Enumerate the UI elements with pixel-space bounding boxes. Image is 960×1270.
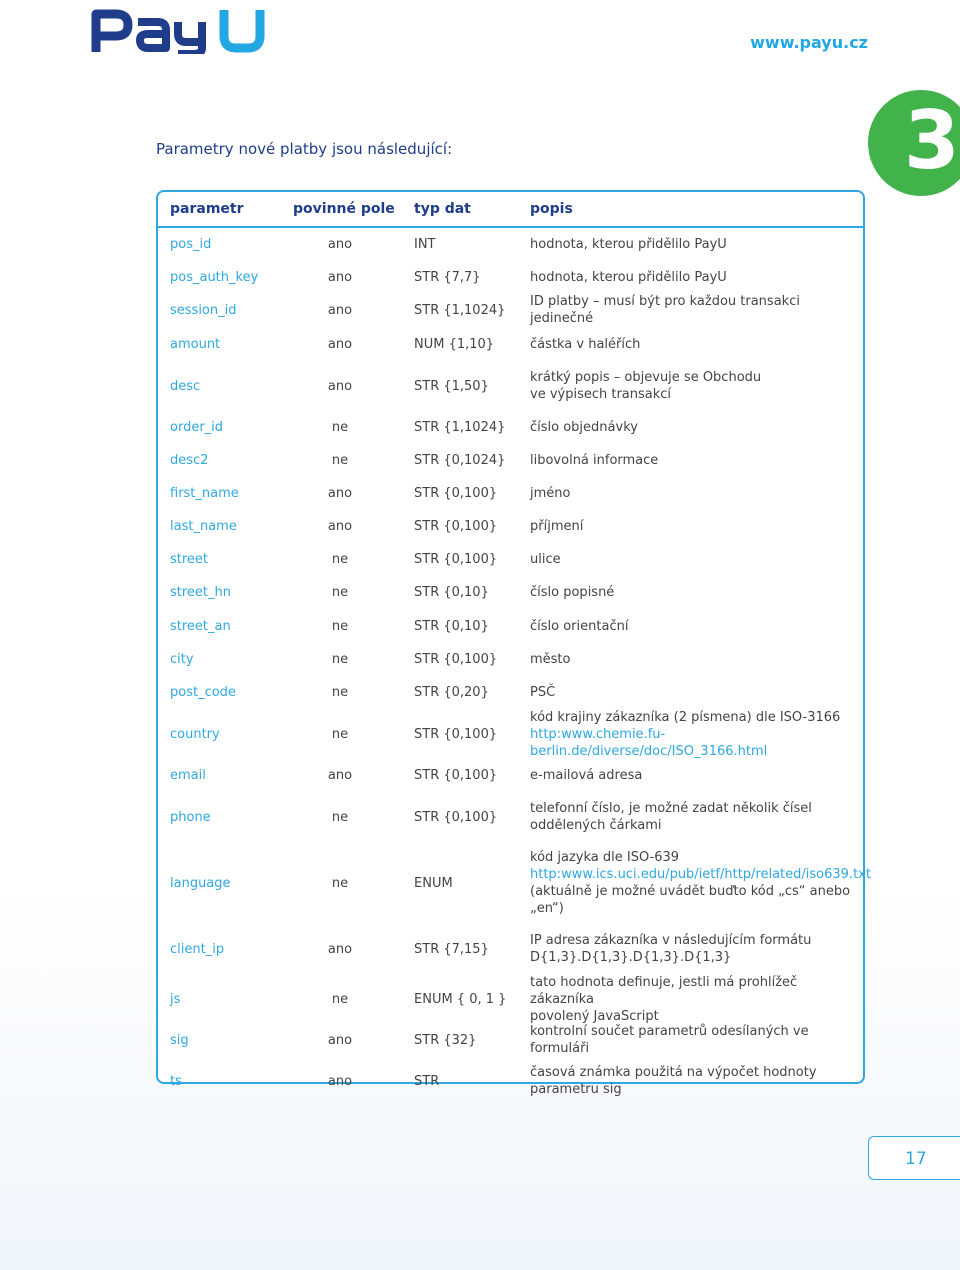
data-type: STR {7,15} [414,941,489,957]
page-number-box [868,1136,960,1180]
description [530,676,865,708]
description-line: D{1,3}.D{1,3}.D{1,3}.D{1,3} [530,950,732,965]
header-popis: popis [530,201,573,217]
data-type: STR {0,1024} [414,452,506,468]
description-line: IP adresa zákazníka v následujícím formátu [530,933,812,948]
description [530,261,865,293]
header-parametr: parametr [170,201,244,217]
param-name: pos_id [170,236,212,252]
param-name: first_name [170,485,239,501]
required-flag: ano [327,518,353,534]
data-type: STR {0,100} [414,726,498,742]
description-line: číslo popisné [530,584,615,600]
header-typ-dat: typ dat [414,201,471,217]
description-line: ID platby – musí být pro každou transakci jedinečné [530,294,800,326]
reference-link[interactable]: http:www.chemie.fu-berlin.de/diverse/doc/ISO_3166.html [530,726,768,759]
param-name: ts [170,1073,182,1089]
website-url[interactable]: www.payu.cz [750,33,868,52]
required-flag: ne [331,584,349,600]
data-type: STR {0,10} [414,584,489,600]
data-type: STR {1,50} [414,378,489,394]
description-line: PSČ [530,684,556,700]
description-line: tato hodnota definuje, jestli má prohlížeč zákazníka [530,974,798,1007]
data-type: STR {32} [414,1032,477,1048]
param-name: desc2 [170,452,209,468]
description-line: libovolná informace [530,452,659,468]
required-flag: ne [331,419,349,435]
description-line: ulice [530,551,561,567]
table-row [158,924,863,974]
required-flag: ano [327,302,353,318]
table-row [158,1024,863,1056]
required-flag: ano [327,378,353,394]
table-row [158,610,863,642]
description [530,610,865,642]
header-povinne-pole: povinné pole [293,201,395,217]
description-line: kód jazyka dle ISO-639 [530,850,680,865]
table-row [158,510,863,542]
description-line: částka v haléřích [530,336,641,352]
table-row [158,328,863,360]
description [530,294,865,326]
data-type: STR {0,100} [414,651,498,667]
description [530,510,865,542]
description-line: krátký popis – objevuje se Obchodu [530,370,762,385]
data-type: NUM {1,10} [414,336,495,352]
description-line: oddělených čárkami [530,818,662,833]
required-flag: ne [331,875,349,891]
data-type: STR {1,1024} [414,302,506,318]
description-line: (aktuálně je možné uvádět buďto kód „cs“ anebo „en“) [530,884,851,916]
data-type: STR {0,20} [414,684,489,700]
required-flag: ne [331,651,349,667]
reference-link[interactable]: http:www.ics.uci.edu/pub/ietf/http/related/iso639.txt [530,867,871,882]
param-name: last_name [170,518,237,534]
table-row [158,709,863,759]
required-flag: ano [327,269,353,285]
required-flag: ne [331,991,349,1007]
data-type: INT [414,236,436,252]
description-line: e-mailová adresa [530,767,643,783]
param-name: client_ip [170,941,225,957]
description-line: město [530,651,571,667]
description [530,759,865,791]
table-row [158,477,863,509]
param-name: session_id [170,302,237,318]
table-row [158,543,863,575]
table-row [158,228,863,260]
table-row [158,444,863,476]
required-flag: ne [331,551,349,567]
page-number: 17 [905,1149,927,1169]
data-type: STR {1,1024} [414,419,506,435]
param-name: order_id [170,419,224,435]
required-flag: ne [331,809,349,825]
param-name: sig [170,1032,189,1048]
data-type: ENUM { 0, 1 } [414,991,507,1007]
param-name: email [170,767,206,783]
required-flag: ne [331,618,349,634]
required-flag: ne [331,684,349,700]
description [530,576,865,608]
data-type: STR {0,100} [414,767,498,783]
description [530,643,865,675]
table-row [158,1056,863,1106]
table-row [158,576,863,608]
chapter-badge [868,90,960,196]
table-row [158,261,863,293]
description [530,924,865,974]
description [530,792,865,842]
description-line: hodnota, kterou přidělilo PayU [530,236,727,252]
table-row [158,676,863,708]
required-flag: ano [327,485,353,501]
required-flag: ano [327,941,353,957]
param-name: city [170,651,194,667]
table-header [158,192,863,228]
table-row [158,361,863,411]
table-row [158,294,863,326]
description-line: telefonní číslo, je možné zadat několik čísel [530,801,812,816]
param-name: country [170,726,220,742]
param-name: street_hn [170,584,232,600]
description [530,444,865,476]
param-name: amount [170,336,221,352]
param-name: phone [170,809,211,825]
required-flag: ano [327,336,353,352]
description [530,1024,865,1056]
required-flag: ano [327,1073,353,1089]
table-row [158,643,863,675]
required-flag: ne [331,452,349,468]
data-type: STR {0,100} [414,518,498,534]
param-name: pos_auth_key [170,269,259,285]
table-row [158,842,871,924]
description-line: číslo objednávky [530,419,638,435]
param-name: post_code [170,684,236,700]
data-type: STR {7,7} [414,269,481,285]
description-line: číslo orientační [530,618,629,634]
section-heading: Parametry nové platby jsou následující: [156,140,453,158]
description-line: hodnota, kterou přidělilo PayU [530,269,727,285]
description-line: ve výpisech transakcí [530,387,672,402]
required-flag: ano [327,1032,353,1048]
data-type: STR {0,100} [414,485,498,501]
param-name: js [170,991,181,1007]
parameters-table [156,190,871,1097]
description [530,709,865,759]
data-type: STR {0,100} [414,809,498,825]
payu-logo [90,4,275,54]
description-line: parametru sig [530,1082,622,1097]
data-type: STR {0,10} [414,618,489,634]
description-line: jméno [530,485,571,501]
table-row [158,759,863,791]
description [530,477,865,509]
description [530,842,871,924]
required-flag: ne [331,726,349,742]
required-flag: ano [327,236,353,252]
description-line: příjmení [530,518,584,534]
description [530,1056,865,1106]
data-type: STR {0,100} [414,551,498,567]
table-row [158,411,863,443]
description [530,228,865,260]
description-line: časová známka použitá na výpočet hodnoty [530,1065,817,1080]
description-line: kód krajiny zákazníka (2 písmena) dle ISO-3166 [530,709,841,725]
data-type: ENUM [414,875,453,891]
description [530,974,865,1024]
description [530,328,865,360]
description [530,543,865,575]
data-type: STR [414,1073,440,1089]
required-flag: ano [327,767,353,783]
description [530,361,865,411]
table-row [158,974,863,1024]
table-row [158,792,863,842]
description-line: povolený JavaScript [530,1008,659,1024]
chapter-number: 3 [904,94,960,187]
description-line: kontrolní součet parametrů odesílaných ve formuláři [530,1024,809,1056]
param-name: street_an [170,618,231,634]
param-name: street [170,551,209,567]
description [530,411,865,443]
param-name: desc [170,378,201,394]
param-name: language [170,875,231,891]
